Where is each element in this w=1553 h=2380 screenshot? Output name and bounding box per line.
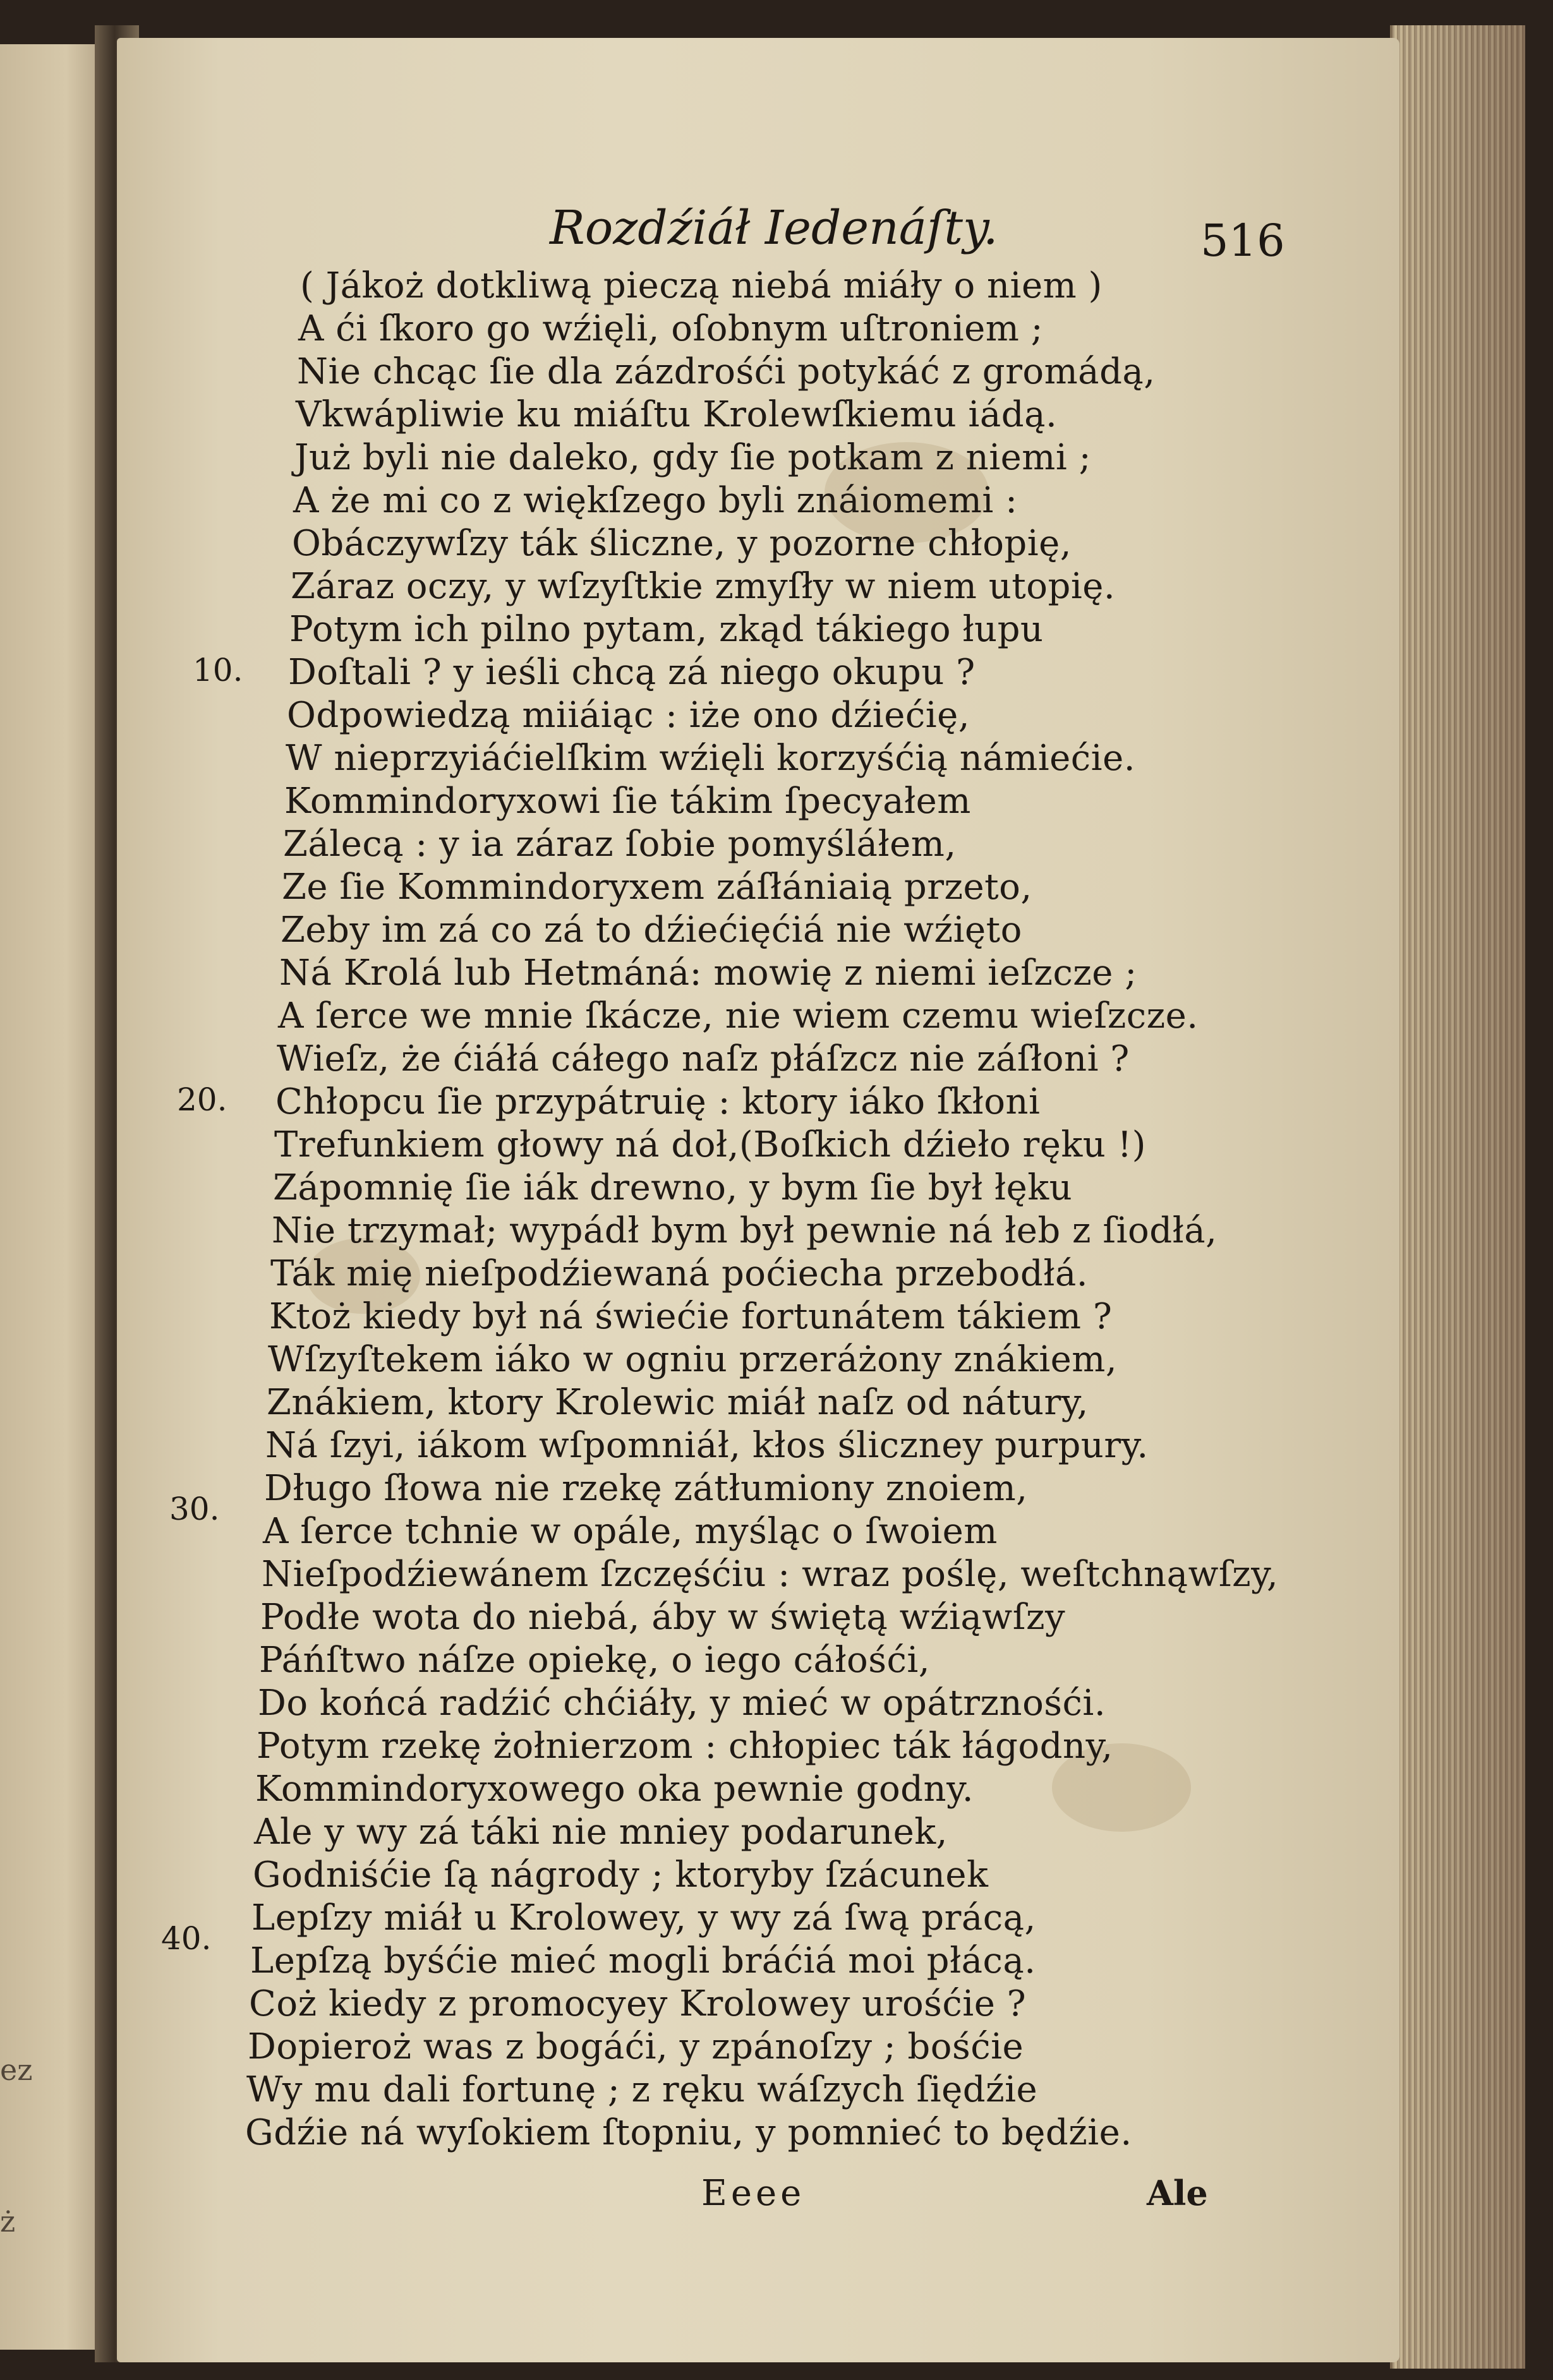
verse-line: Potym rzekę żołnierzom : chłopiec ták łágodny, <box>257 1726 1113 1767</box>
verse-line: Ták mię nieſpodźiewaná poćiecha przebodłá. <box>270 1253 1089 1294</box>
verse-line: Vkwápliwie ku miáſtu Krolewſkiemu iádą. <box>296 394 1058 435</box>
verse-line: Chłopcu ſie przypátruię : ktory iáko ſkłoni <box>275 1081 1041 1122</box>
verse-line: Páńſtwo náſze opiekę, o iego cáłośći, <box>259 1640 931 1681</box>
verse-line: Wy mu dali fortunę ; z ręku wáſzych ſiędźie <box>246 2069 1038 2110</box>
verse-line: Wieſz, że ćiáłá cáłego naſz płáſzcz nie záſłoni ? <box>277 1038 1130 1079</box>
verse-line: Do końcá radźić chćiáły, y mieć w opátrznośći. <box>258 1683 1106 1724</box>
verse-line: Już byli nie daleko, gdy ſie potkam z niemi ; <box>294 437 1091 478</box>
verse-line: Odpowiedzą miiáiąc : iże ono dźiećię, <box>287 695 970 736</box>
verse-line: Gdźie ná wyſokiem ſtopniu, y pomnieć to będźie. <box>245 2112 1132 2153</box>
catchword: Ale <box>1147 2173 1208 2213</box>
signature-mark: Eeee <box>701 2173 806 2214</box>
verse-line: Coż kiedy z promocyey Krolowey urośćie ? <box>249 1983 1027 2024</box>
verse-line: A ći ſkoro go wźięli, oſobnym uſtroniem ; <box>298 308 1044 349</box>
verse-line: Lepſzy miáł u Krolowey, y wy zá ſwą prácą, <box>251 1897 1036 1938</box>
verse-line: Podłe wota do niebá, áby w świętą wźiąwſzy <box>260 1597 1066 1638</box>
verse-line: A ſerce we mnie ſkácze, nie wiem czemu wieſzcze. <box>278 995 1199 1037</box>
verse-line: Dopieroż was z bogáći, y zpánoſzy ; bośćie <box>248 2026 1024 2067</box>
verse-line: Doſtali ? y ieśli chcą zá niego okupu ? <box>288 652 976 693</box>
verse-line: Záraz oczy, y wſzyſtkie zmyſły w niem utopię. <box>291 566 1116 607</box>
line-number: 30. <box>169 1491 220 1527</box>
verse-line: Godniśćie ſą nágrody ; ktoryby ſzácunek <box>253 1854 989 1896</box>
verse-line: Ale y wy zá táki nie mniey podarunek, <box>254 1812 948 1853</box>
page-number: 516 <box>1200 215 1285 267</box>
verse-line: Potym ich pilno pytam, zkąd tákiego łupu <box>289 609 1044 650</box>
verse-line: Nieſpodźiewánem ſzczęśćiu : wraz poślę, weſtchnąwſzy, <box>262 1554 1279 1595</box>
verse-line: Trefunkiem głowy ná doł,(Boſkich dźieło ręku !) <box>274 1124 1147 1165</box>
verse-line: Ná ſzyi, iákom wſpomniáł, kłos śliczney purpury. <box>265 1425 1149 1466</box>
verse-line: ( Jákoż dotkliwą pieczą niebá miáły o niem ) <box>300 265 1103 306</box>
verse-line: Obáczywſzy ták śliczne, y pozorne chłopię, <box>292 523 1072 564</box>
verse-line: Wſzyſtekem iáko w ogniu przeráżony znákiem, <box>268 1339 1118 1380</box>
verse-line: Zeby im zá co zá to dźiećięćiá nie wźięto <box>281 910 1022 951</box>
verse-line: Ze ſie Kommindoryxem záſłániaią przeto, <box>282 867 1032 908</box>
line-number: 10. <box>193 652 243 688</box>
verse-line: Zápomnię ſie iák drewno, y bym ſie był łęku <box>273 1167 1073 1208</box>
left-page-fragment: ż <box>0 2204 16 2239</box>
verse-line: Zálecą : y ia záraz ſobie pomyśláłem, <box>283 824 957 865</box>
running-title: Rozdźiáł Iedenáſty. <box>550 201 998 255</box>
verse-line: Ná Krolá lub Hetmáná: mowię z niemi ieſzcze ; <box>279 953 1137 994</box>
verse-line: W nieprzyiáćielſkim wźięli korzyśćią námiećie. <box>286 738 1136 779</box>
verse-line: Nie trzymał; wypádł bym był pewnie ná łeb z ſiodłá, <box>272 1210 1218 1251</box>
verse-line: A ſerce tchnie w opále, myśląc o ſwoiem <box>263 1511 998 1552</box>
verse-line: Kommindoryxowego oka pewnie godny. <box>255 1769 974 1810</box>
verse-line: Lepſzą byśćie mieć mogli bráćiá moi płácą. <box>250 1940 1036 1981</box>
verse-line: Znákiem, ktory Krolewic miáł naſz od nátury, <box>267 1382 1089 1423</box>
left-page-fragment: ez <box>0 2053 33 2087</box>
verse-line: Kommindoryxowi ſie tákim ſpecyałem <box>284 781 971 822</box>
line-number: 20. <box>177 1081 227 1118</box>
page-block-edges <box>1390 25 1525 2369</box>
verse-line: Nie chcąc ſie dla zázdrośći potykáć z gromádą, <box>297 351 1156 392</box>
verse-line: Ktoż kiedy był ná świećie fortunátem tákiem ? <box>269 1296 1113 1337</box>
line-number: 40. <box>161 1920 212 1957</box>
verse-line: Długo ſłowa nie rzekę zátłumiony znoiem, <box>264 1468 1028 1509</box>
verse-line: A że mi co z więkſzego byli znáiomemi : <box>293 480 1018 521</box>
